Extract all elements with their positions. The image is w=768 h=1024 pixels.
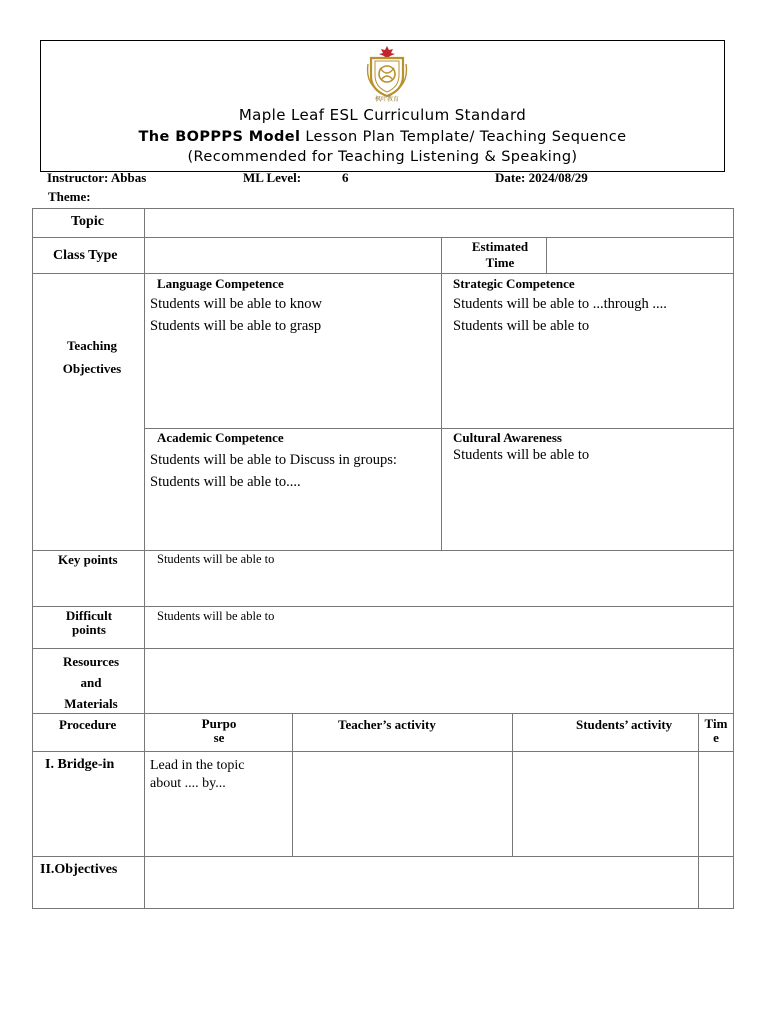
difficult-points-line2: points	[72, 622, 106, 637]
ml-level-label: ML Level:	[243, 170, 302, 185]
difficult-points-label	[40, 609, 138, 637]
time-header-line2: e	[713, 730, 719, 745]
key-points-label: Key points	[58, 552, 118, 567]
resources-line3: Materials	[64, 696, 118, 711]
procedure-header: Procedure	[59, 717, 117, 732]
bridge-in-purpose	[150, 757, 244, 793]
language-competence-line2: Students will be able to grasp	[150, 318, 322, 334]
date-field: Date: 2024/08/29	[495, 170, 588, 185]
difficult-points-text: Students will be able to	[157, 609, 275, 623]
time-header-line1: Tim	[704, 716, 728, 731]
cultural-awareness-line1: Students will be able to	[453, 447, 590, 463]
step-objectives: II.Objectives	[40, 862, 118, 877]
ml-level-value: 6	[342, 170, 349, 185]
step-bridge-in: I. Bridge-in	[45, 757, 115, 772]
difficult-points-line1: Difficult	[65, 608, 113, 623]
strategic-competence-heading: Strategic Competence	[453, 276, 575, 291]
bridge-in-purpose-line2: about .... by...	[150, 776, 226, 791]
document-title: Maple Leaf ESL Curriculum Standard	[238, 106, 527, 124]
students-activity-header: Students’ activity	[576, 717, 673, 732]
logo-caption: 枫叶教育	[374, 96, 399, 103]
bridge-in-purpose-line1: Lead in the topic	[150, 758, 245, 773]
time-header	[700, 717, 732, 745]
subtitle-rest: Lesson Plan Template/ Teaching Sequence	[300, 129, 627, 145]
topic-label: Topic	[71, 214, 104, 229]
academic-competence-line2: Students will be able to....	[150, 474, 301, 490]
teaching-objectives-label	[44, 334, 140, 380]
theme-field: Theme:	[48, 189, 91, 204]
document-subtitle-2: (Recommended for Teaching Listening & Speaking)	[187, 149, 578, 165]
language-competence-line1: Students will be able to know	[150, 296, 322, 312]
class-type-label: Class Type	[53, 248, 118, 263]
purpose-header-line1: Purpo	[201, 716, 237, 731]
estimated-time-line2: Time	[485, 255, 515, 270]
resources-line1: Resources	[62, 654, 120, 669]
subtitle-model-name: The BOPPPS Model	[138, 129, 301, 145]
language-competence-heading: Language Competence	[157, 276, 284, 291]
estimated-time-line1: Estimated	[471, 239, 529, 254]
document-subtitle	[40, 129, 725, 145]
teaching-objectives-line1: Teaching	[66, 338, 118, 353]
academic-competence-heading: Academic Competence	[157, 430, 284, 445]
purpose-header	[190, 717, 248, 745]
estimated-time-label	[452, 239, 548, 271]
instructor-field: Instructor: Abbas	[47, 170, 147, 185]
strategic-competence-line2: Students will be able to	[453, 318, 590, 334]
cultural-awareness-heading: Cultural Awareness	[453, 430, 562, 445]
strategic-competence-line1: Students will be able to ...through ....	[453, 296, 667, 312]
key-points-text: Students will be able to	[157, 552, 275, 566]
academic-competence-line1: Students will be able to Discuss in groups:	[150, 452, 397, 468]
resources-materials-label	[42, 651, 140, 714]
resources-line2: and	[80, 675, 102, 690]
teaching-objectives-line2: Objectives	[62, 361, 122, 376]
teacher-activity-header: Teacher’s activity	[338, 717, 436, 732]
purpose-header-line2: se	[213, 730, 225, 745]
